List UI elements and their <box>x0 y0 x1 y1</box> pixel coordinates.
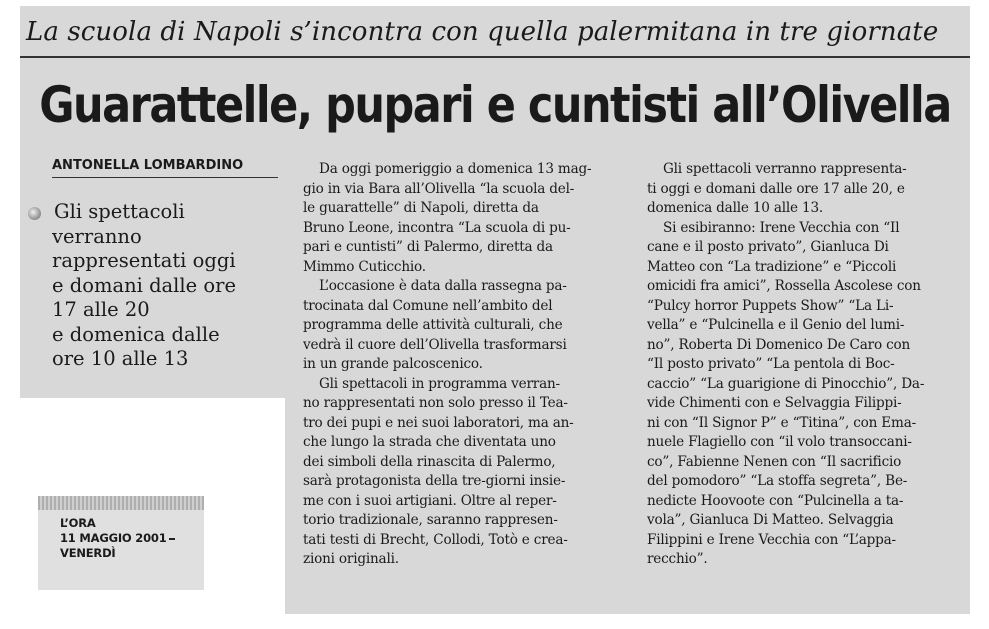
column-line: vola”, Gianluca Di Matteo. Selvaggia <box>647 512 894 528</box>
article-headline: Guarattelle, pupari e cuntisti all’Olivella <box>39 77 951 135</box>
column-line: le guarattelle” di Napoli, diretta da <box>303 200 539 216</box>
column-line: caccio” “La guarigione di Pinocchio”, Da- <box>647 375 925 392</box>
column-line: L’occasione è data dalla rassegna pa- <box>319 278 567 294</box>
column-line: Gli spettacoli verranno rappresenta- <box>663 161 907 177</box>
stamp-date: 11 MAGGIO 2001 <box>60 531 167 545</box>
column-line: del pomodoro” “La stoffa segreta”, Be- <box>647 473 908 489</box>
summary-line: rappresentati oggi <box>52 249 236 272</box>
column-line: recchio”. <box>647 551 708 567</box>
column-line: ti oggi e domani dalle ore 17 alle 20, e <box>647 180 905 197</box>
column-line: Mimmo Cuticchio. <box>303 258 426 275</box>
stamp-newspaper: L’ORA <box>60 516 96 530</box>
summary-line: Gli spettacoli <box>54 200 185 223</box>
summary-line: e domenica dalle <box>52 322 220 346</box>
column-line: “Il posto privato” “La pentola di Boc- <box>647 356 895 372</box>
column-line: dei simboli della rinascita di Palermo, <box>303 453 556 470</box>
column-line: zioni originali. <box>303 551 399 567</box>
column-line: omicidi fra amici”, Rossella Ascolese con <box>647 278 921 294</box>
stamp-weekday: VENERDÌ <box>60 546 116 560</box>
column-line: nuele Flagiello con “il volo transoccani- <box>647 434 912 450</box>
column-line: in un grande palcoscenico. <box>303 356 483 372</box>
article-byline: ANTONELLA LOMBARDINO <box>52 155 278 178</box>
column-line: me con i suoi artigiani. Oltre al reper- <box>303 492 557 509</box>
column-line: nedicte Hoovoote con “Pulcinella a ta- <box>647 492 904 509</box>
column-line: vella” e “Pulcinella e il Genio del lumi- <box>647 317 905 333</box>
column-line: cane e il posto privato”, Gianluca Di <box>647 239 889 255</box>
column-line: gio in via Bara all’Olivella “la scuola del- <box>303 180 575 197</box>
article-summary <box>28 200 280 396</box>
column-line: co”, Fabienne Nenen con “Il sacrificio <box>647 453 902 470</box>
column-line: Matteo con “La tradizione” e “Piccoli <box>647 258 897 275</box>
column-line: ni con “Il Signor P” e “Titina”, con Ema- <box>647 414 916 431</box>
summary-line: 17 alle 20 <box>52 298 150 321</box>
column-line: Bruno Leone, incontra “La scuola di pu- <box>303 219 571 236</box>
article-column-1 <box>303 160 627 608</box>
column-line: programma delle attività culturali, che <box>303 317 563 333</box>
column-line: no rappresentati non solo presso il Tea- <box>303 395 568 411</box>
column-line: no”, Roberta Di Domenico De Caro con <box>647 336 911 353</box>
column-line: Filippini e Irene Vecchia con “L’appa- <box>647 531 896 548</box>
article-column-2 <box>647 160 969 608</box>
column-line: che lungo la strada che diventata uno <box>303 434 556 450</box>
article-kicker: La scuola di Napoli s’incontra con quella palermitana in tre giornate <box>26 17 939 47</box>
stamp-torn-edge <box>38 496 204 510</box>
source-stamp-text <box>60 516 200 576</box>
column-line: domenica dalle 10 alle 13. <box>647 200 824 216</box>
summary-line: e domani dalle ore <box>52 273 236 297</box>
bullet-icon <box>28 207 41 220</box>
column-line: tro dei pupi e nei suoi laboratori, ma an- <box>303 414 574 431</box>
column-line: vedrà il cuore dell’Olivella trasformarsi <box>303 336 567 353</box>
column-line: Si esibiranno: Irene Vecchia con “Il <box>663 219 900 236</box>
column-line: sarà protagonista della tre-giorni insie- <box>303 473 566 489</box>
summary-line: verranno <box>52 224 142 248</box>
column-line: tati testi di Brecht, Collodi, Totò e crea- <box>303 531 568 548</box>
column-line: vide Chimenti con e Selvaggia Filippi- <box>647 395 902 411</box>
kicker-rule <box>20 56 970 58</box>
column-line: pari e cuntisti” di Palermo, diretta da <box>303 239 553 255</box>
column-line: torio tradizionale, saranno rappresen- <box>303 512 558 528</box>
dash-mark <box>169 538 175 540</box>
column-line: Gli spettacoli in programma verran- <box>319 375 560 392</box>
summary-line: ore 10 alle 13 <box>52 347 189 370</box>
column-line: “Pulcy horror Puppets Show” “La Li- <box>647 297 894 314</box>
column-line: trocinata dal Comune nell’ambito del <box>303 297 553 314</box>
column-line: Da oggi pomeriggio a domenica 13 mag- <box>319 161 592 177</box>
